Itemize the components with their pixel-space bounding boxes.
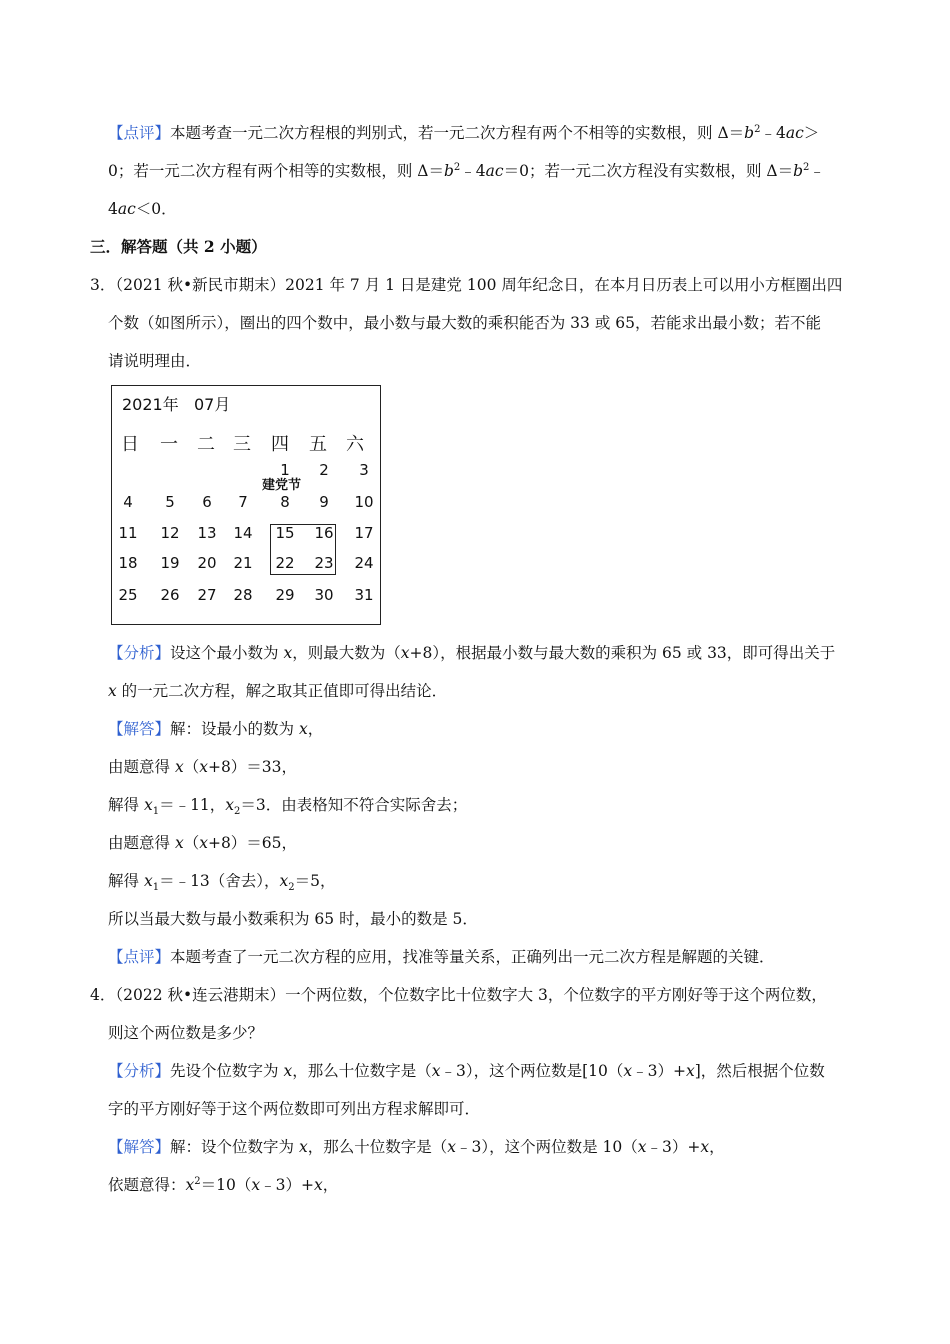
answer-tag: 【解答】 <box>108 720 171 738</box>
comment-line-3: 4ac＜0． <box>108 200 177 218</box>
comment-text: 0；若一元二次方程有两个相等的实数根，则 Δ＝ <box>108 162 444 180</box>
calendar-day: 8 <box>280 493 290 511</box>
calendar-day: 23 <box>314 554 334 572</box>
answer-text: ＝﹣11， <box>159 796 226 814</box>
answer-text: ＝5， <box>294 872 336 890</box>
answer-text: ＝﹣13（舍去）， <box>159 872 280 890</box>
answer-text: ﹣3），这个两位数是 10（ <box>455 1138 638 1156</box>
calendar-day: 31 <box>354 586 374 604</box>
calendar-day: 18 <box>118 554 138 572</box>
answer-text: 依题意得： <box>108 1176 186 1194</box>
calendar-day: 13 <box>197 524 217 542</box>
analysis-tag: 【分析】 <box>108 644 171 662</box>
calendar-day: 15 <box>275 524 295 542</box>
weekday-label: 一 <box>160 434 178 455</box>
analysis-line-2: x 的一元二次方程，解之取其正值即可得出结论． <box>108 682 448 700</box>
weekday-label: 日 <box>121 434 139 455</box>
calendar-day: 19 <box>160 554 180 572</box>
comment-text: ＝0；若一元二次方程没有实数根，则 Δ＝ <box>503 162 794 180</box>
calendar-day: 24 <box>354 554 374 572</box>
answer-text: （ <box>183 758 200 776</box>
comment-tag: 【点评】 <box>108 124 171 142</box>
q4-answer-line-1: 【解答】解：设个位数字为 x，那么十位数字是（x﹣3），这个两位数是 10（x﹣3）+x， <box>108 1138 725 1156</box>
answer-line-2: 由题意得 x（x+8）＝33， <box>108 758 298 776</box>
q4-analysis-line-1: 【分析】先设个位数字为 x，那么十位数字是（x﹣3），这个两位数是[10（x﹣3）+x]，然后根据个位数 <box>108 1062 825 1080</box>
answer-text: 解得 <box>108 872 144 890</box>
calendar-day: 1 <box>280 461 290 479</box>
q4-analysis-line-2: 字的平方刚好等于这个两位数即可列出方程求解即可． <box>108 1100 481 1118</box>
calendar-year: 2021年 <box>122 395 179 414</box>
analysis-text: 设这个最小数为 <box>170 644 284 662</box>
analysis-text: ]，然后根据个位数 <box>694 1062 825 1080</box>
answer-text: +8）＝33， <box>207 758 298 776</box>
calendar-day: 17 <box>354 524 374 542</box>
question-3-line-3: 请说明理由． <box>108 352 202 370</box>
weekday-label: 六 <box>346 434 364 455</box>
question-4-line-1: 4．（2022 秋•连云港期末）一个两位数，个位数字比十位数字大 3，个位数字的平方刚好等于这个两位数， <box>90 986 827 1004</box>
calendar-day: 28 <box>233 586 253 604</box>
calendar-day: 3 <box>359 461 369 479</box>
weekday-label: 二 <box>197 434 215 455</box>
calendar-day: 9 <box>319 493 329 511</box>
answer-text: 解：设个位数字为 <box>170 1138 299 1156</box>
answer-text: ，那么十位数字是（ <box>307 1138 448 1156</box>
answer-line-3: 解得 $x_1=﹣11$，$x_2=3$．由表格知不符合实际舍去； <box>108 796 468 817</box>
answer-line-6: 所以当最大数与最小数乘积为 65 时，最小的数是 5． <box>108 910 478 928</box>
answer-line-4: 由题意得 x（x+8）＝65， <box>108 834 298 852</box>
answer-line-5: 解得 $x_1=﹣13$（舍去），$x_2=5$， <box>108 872 336 893</box>
answer-text: （ <box>183 834 200 852</box>
calendar-day: 11 <box>118 524 138 542</box>
section-title: 三．解答题（共 2 小题） <box>90 237 267 256</box>
comment-text: 本题考查一元二次方程根的判别式，若一元二次方程有两个不相等的实数根，则 Δ＝ <box>170 124 745 142</box>
comment-line-2: 0；若一元二次方程有两个相等的实数根，则 $\Delta=b^2﹣4ac=0$；若一元二次方程没有实数根，则 $\Delta=b^2﹣$ <box>108 162 825 180</box>
analysis-text: ，则最大数为（ <box>292 644 401 662</box>
calendar-day: 7 <box>238 493 248 511</box>
calendar-day: 25 <box>118 586 138 604</box>
analysis-text: 的一元二次方程，解之取其正值即可得出结论． <box>116 682 448 700</box>
comment-2-line <box>108 946 775 968</box>
answer-text: ﹣3）+ <box>260 1176 314 1194</box>
calendar-day: 12 <box>160 524 180 542</box>
calendar-day: 26 <box>160 586 180 604</box>
calendar-day: 5 <box>165 493 175 511</box>
answer-text: +8）＝65， <box>207 834 298 852</box>
comment-text: ＜0． <box>135 200 177 218</box>
comment-text: 本题考查了一元二次方程的应用，找准等量关系，正确列出一元二次方程是解题的关键． <box>170 948 775 966</box>
question-4-line-2: 则这个两位数是多少？ <box>108 1024 264 1042</box>
answer-text: 由题意得 <box>108 834 175 852</box>
analysis-tag: 【分析】 <box>108 1062 171 1080</box>
calendar-day: 27 <box>197 586 217 604</box>
analysis-text: ﹣3）+ <box>632 1062 686 1080</box>
comment-text-end: ＞ <box>803 124 820 142</box>
answer-text: 解：设最小的数为 <box>170 720 299 738</box>
calendar-day: 21 <box>233 554 253 572</box>
calendar-day: 10 <box>354 493 374 511</box>
answer-text: 由题意得 <box>108 758 175 776</box>
question-3-line-1: 3．（2021 秋•新民市期末）2021 年 7 月 1 日是建党 100 周年纪念日，在本月日历表上可以用小方框圈出四 <box>90 276 843 294</box>
analysis-text: ，那么十位数字是（ <box>292 1062 432 1080</box>
weekday-label: 四 <box>271 434 289 455</box>
weekday-label: 五 <box>309 434 327 455</box>
analysis-text: ﹣3），这个两位数是[10（ <box>440 1062 624 1080</box>
answer-text: ＝3．由表格知不符合实际舍去； <box>240 796 468 814</box>
holiday-label: 建党节 <box>262 478 302 493</box>
weekday-label: 三 <box>233 434 251 455</box>
calendar-day: 2 <box>319 461 329 479</box>
comment-line-1: 【点评】本题考查一元二次方程根的判别式，若一元二次方程有两个不相等的实数根，则 $\Delta=b^2﹣4ac>$ <box>108 124 820 142</box>
calendar-day: 14 <box>233 524 253 542</box>
analysis-text: +8），根据最小数与最大数的乘积为 65 或 33，即可得出关于 <box>409 644 836 662</box>
calendar-month: 07月 <box>194 395 231 414</box>
comment-tag: 【点评】 <box>108 948 171 966</box>
calendar-day: 29 <box>275 586 295 604</box>
answer-text: 解得 <box>108 796 144 814</box>
analysis-line-1: 【分析】设这个最小数为 x，则最大数为（x+8），根据最小数与最大数的乘积为 65 或 33，即可得出关于 <box>108 644 836 662</box>
question-3-line-2: 个数（如图所示），圈出的四个数中，最小数与最大数的乘积能否为 33 或 65，若能求出最小数；若不能 <box>108 314 821 332</box>
answer-line-1: 【解答】解：设最小的数为 x， <box>108 720 324 738</box>
answer-text: ＝10（ <box>200 1176 252 1194</box>
answer-tag: 【解答】 <box>108 1138 171 1156</box>
q4-answer-line-2: 依题意得：$x^2=10(x﹣3)+x$， <box>108 1176 339 1194</box>
calendar-day: 4 <box>123 493 133 511</box>
answer-text: ﹣3）+ <box>646 1138 701 1156</box>
calendar-figure <box>111 385 381 625</box>
calendar-day: 22 <box>275 554 295 572</box>
calendar-day: 20 <box>197 554 217 572</box>
calendar-day: 16 <box>314 524 334 542</box>
calendar-day: 6 <box>202 493 212 511</box>
analysis-text: 先设个位数字为 <box>170 1062 284 1080</box>
calendar-day: 30 <box>314 586 334 604</box>
